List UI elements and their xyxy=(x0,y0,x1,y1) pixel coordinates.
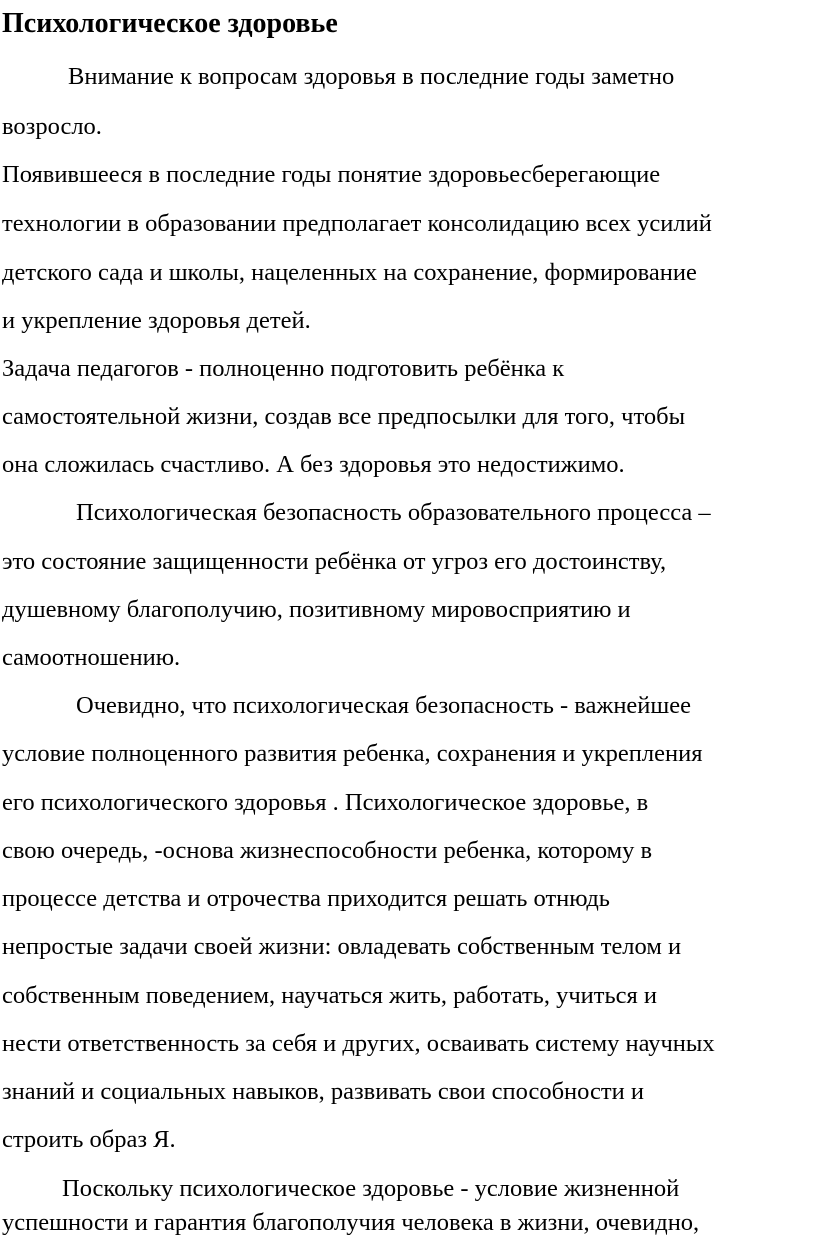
text-line: свою очередь, -основа жизнеспособности ребенка, которому в xyxy=(2,837,653,864)
text-line: непростые задачи своей жизни: овладевать собственным телом и xyxy=(2,933,682,960)
text-line: самоотношению. xyxy=(2,644,181,671)
text-line: и укрепление здоровья детей. xyxy=(2,307,311,334)
text-line: собственным поведением, научаться жить, работать, учиться и xyxy=(2,982,658,1009)
text-line: Внимание к вопросам здоровья в последние годы заметно xyxy=(68,63,675,90)
text-line: нести ответственность за себя и других, осваивать систему научных xyxy=(2,1030,715,1057)
text-line: технологии в образовании предполагает консолидацию всех усилий xyxy=(2,210,712,237)
text-line: знаний и социальных навыков, развивать свои способности и xyxy=(2,1078,644,1105)
text-line: самостоятельной жизни, создав все предпосылки для того, чтобы xyxy=(2,403,686,430)
text-line: Задача педагогов - полноценно подготовить ребёнка к xyxy=(2,355,565,382)
text-line: Очевидно, что психологическая безопасность - важнейшее xyxy=(76,692,692,719)
text-line: успешности и гарантия благополучия человека в жизни, очевидно, xyxy=(2,1209,700,1236)
text-line: душевному благополучию, позитивному мировосприятию и xyxy=(2,596,631,623)
text-line: Появившееся в последние годы понятие здоровьесберегающие xyxy=(2,161,661,188)
text-line: детского сада и школы, нацеленных на сохранение, формирование xyxy=(2,259,697,286)
text-line: его психологического здоровья . Психологическое здоровье, в xyxy=(2,789,649,816)
text-line: возросло. xyxy=(2,113,102,140)
text-line: она сложилась счастливо. А без здоровья это недостижимо. xyxy=(2,451,625,478)
text-line: условие полноценного развития ребенка, сохранения и укрепления xyxy=(2,740,703,767)
text-line: строить образ Я. xyxy=(2,1126,176,1153)
text-line: процессе детства и отрочества приходится решать отнюдь xyxy=(2,885,610,912)
text-line: это состояние защищенности ребёнка от угроз его достоинству, xyxy=(2,548,667,575)
document-title: Психологическое здоровье xyxy=(2,8,338,39)
text-line: Поскольку психологическое здоровье - условие жизненной xyxy=(62,1175,680,1202)
text-line: Психологическая безопасность образовательного процесса – xyxy=(76,499,711,526)
